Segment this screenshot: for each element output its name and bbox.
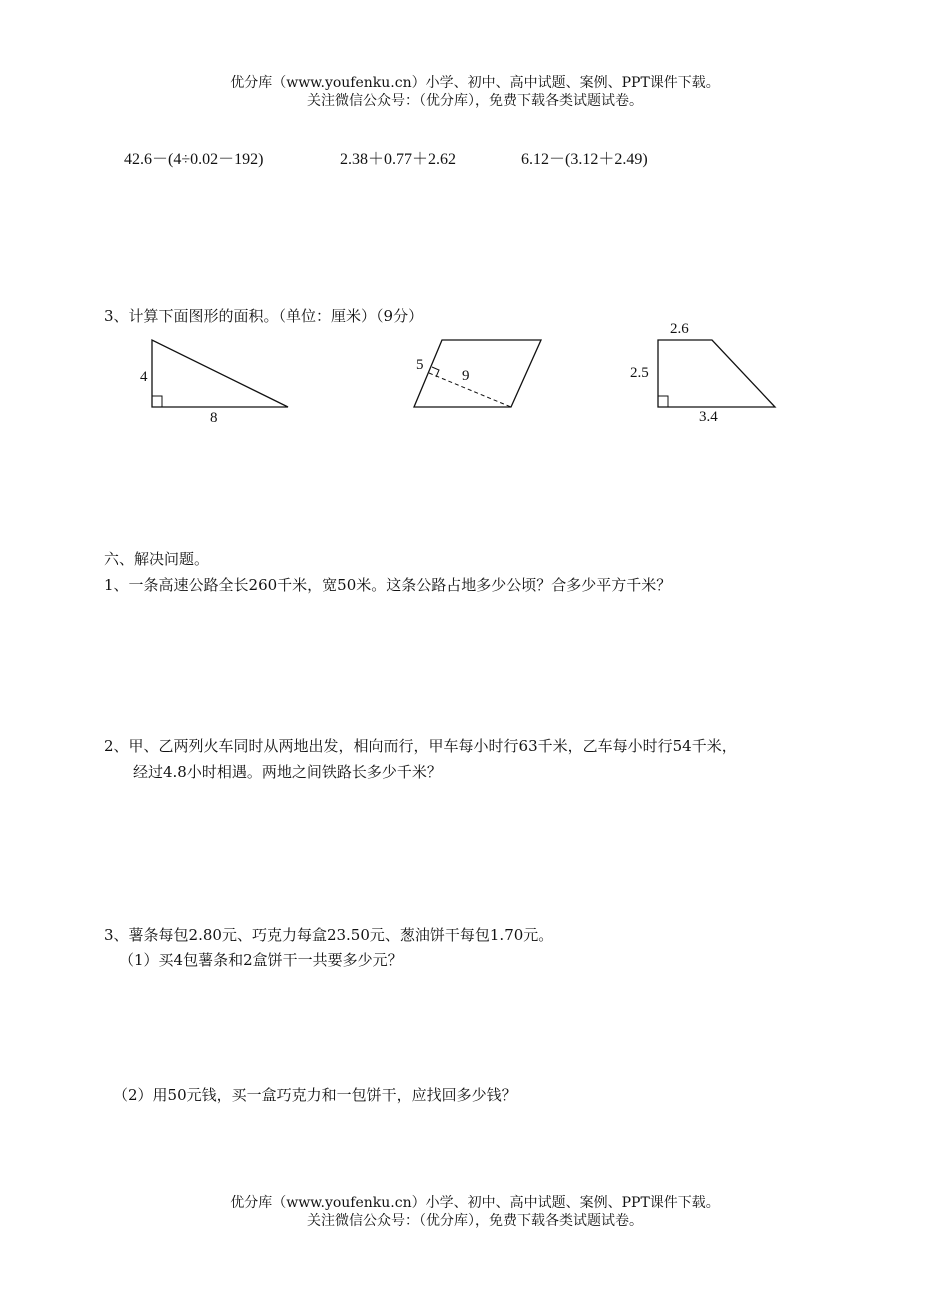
section-6-title: 六、解决问题。 xyxy=(104,550,210,568)
footer-line-1: 优分库（www.youfenku.cn）小学、初中、高中试题、案例、PPT课件下载。 xyxy=(230,1195,720,1211)
question-1: 1、一条高速公路全长260千米，宽50米。这条公路占地多少公顷？合多少平方千米？ xyxy=(104,576,672,594)
footer-line-2: 关注微信公众号：（优分库），免费下载各类试题试卷。 xyxy=(307,1213,643,1229)
parallelogram-right-angle-mark xyxy=(432,367,439,377)
trapezoid-figure xyxy=(630,321,775,425)
triangle-shape xyxy=(152,340,288,407)
header-line-1: 优分库（www.youfenku.cn）小学、初中、高中试题、案例、PPT课件下载。 xyxy=(230,75,720,91)
area-question-title: 3、计算下面图形的面积。（单位：厘米）（9分） xyxy=(104,307,424,325)
trapezoid-top-label: 2.6 xyxy=(670,321,689,337)
triangle-figure xyxy=(140,340,288,426)
expression-1: 42.6－(4÷0.02－192) xyxy=(124,151,264,168)
triangle-height-label: 4 xyxy=(140,369,148,385)
parallelogram-shape xyxy=(414,340,541,407)
expression-3: 6.12－(3.12＋2.49) xyxy=(521,151,648,168)
parallelogram-height-label: 9 xyxy=(462,368,470,384)
question-3-part-1: （1）买4包薯条和2盒饼干一共要多少元？ xyxy=(119,951,403,969)
triangle-base-label: 8 xyxy=(210,410,218,426)
question-3: 3、薯条每包2.80元、巧克力每盒23.50元、葱油饼干每包1.70元。 xyxy=(104,926,554,944)
parallelogram-figure xyxy=(414,340,541,407)
trapezoid-bottom-label: 3.4 xyxy=(699,409,718,425)
trapezoid-shape xyxy=(658,340,775,407)
trapezoid-right-angle-mark xyxy=(658,396,668,407)
question-3-part-2: （2）用50元钱，买一盒巧克力和一包饼干，应找回多少钱？ xyxy=(113,1086,517,1104)
parallelogram-height-line xyxy=(429,373,511,407)
question-2-line-1: 2、甲、乙两列火车同时从两地出发，相向而行，甲车每小时行63千米，乙车每小时行54千米， xyxy=(104,737,737,755)
header-line-2: 关注微信公众号：（优分库），免费下载各类试题试卷。 xyxy=(307,93,643,109)
question-2-line-2: 经过4.8小时相遇。两地之间铁路长多少千米？ xyxy=(133,763,442,781)
area-figures xyxy=(0,0,950,440)
expression-2: 2.38＋0.77＋2.62 xyxy=(340,151,457,168)
trapezoid-height-label: 2.5 xyxy=(630,365,649,381)
parallelogram-side-label: 5 xyxy=(416,357,424,373)
triangle-right-angle-mark xyxy=(152,396,162,407)
